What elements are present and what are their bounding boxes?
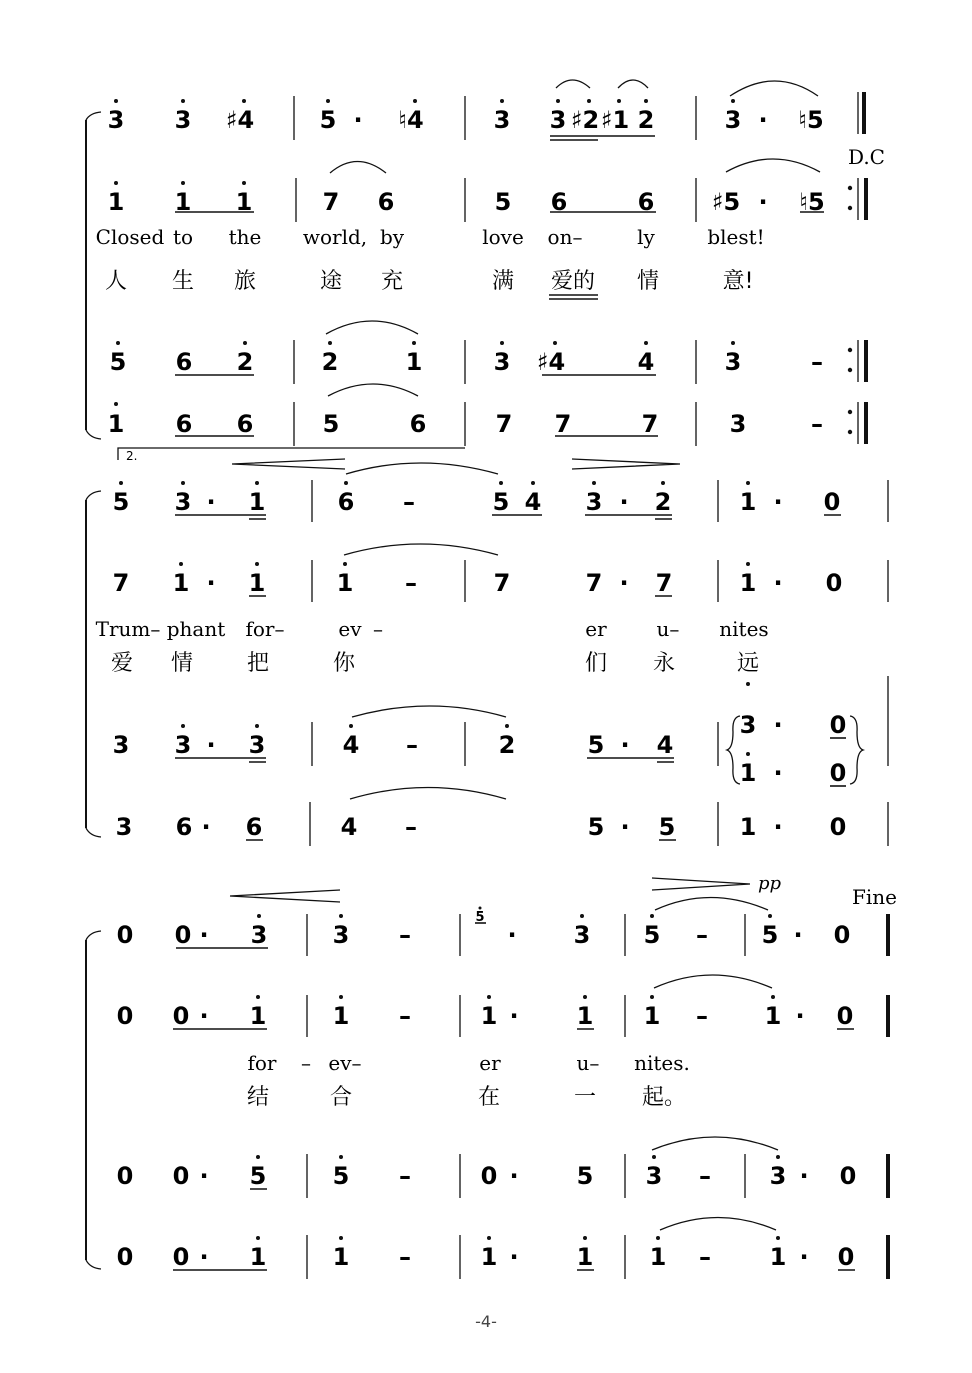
note: 3 — [739, 711, 757, 739]
note: 3 — [250, 921, 268, 949]
note: · — [619, 569, 629, 597]
note: · — [793, 921, 803, 949]
lyric-en: u– — [576, 1051, 600, 1075]
system-1 — [86, 80, 885, 446]
lyric-zh: 情 — [636, 269, 660, 294]
note: 3 — [174, 488, 192, 516]
lyric-zh: 们 — [584, 651, 608, 676]
note: 0 — [836, 1002, 854, 1030]
lyric-zh: 永 — [652, 651, 676, 676]
system-3 — [86, 873, 897, 1279]
note: · — [507, 921, 517, 949]
note: · — [773, 569, 783, 597]
note: · — [206, 569, 216, 597]
note: 2 — [236, 348, 254, 376]
lyric-zh: 充 — [380, 269, 404, 294]
note: 1 — [336, 569, 354, 597]
note: · — [509, 1162, 519, 1190]
lyric-zh: 结 — [246, 1085, 270, 1110]
fine-mark: Fine — [852, 885, 897, 909]
note: 0 — [829, 813, 847, 841]
page-number: -4- — [475, 1312, 497, 1331]
lyric-zh: 远 — [736, 651, 760, 676]
note: 3 — [493, 348, 511, 376]
system-bracket-hook — [86, 112, 101, 439]
note: 0 — [825, 569, 843, 597]
note: 6 — [637, 188, 655, 216]
note: 2 — [498, 731, 516, 759]
lyric-zh: 你 — [332, 651, 356, 676]
note: · — [199, 1002, 209, 1030]
lyric-zh: 途 — [319, 269, 343, 294]
note: 0 — [172, 1243, 190, 1271]
note: 1 — [248, 488, 266, 516]
note: 5 — [109, 348, 127, 376]
note: 1 — [739, 759, 757, 787]
note: 6 — [245, 813, 263, 841]
note: – — [699, 1162, 711, 1190]
note: 1 — [332, 1002, 350, 1030]
note: – — [696, 1002, 708, 1030]
note: · — [773, 711, 783, 739]
note: 3 — [332, 921, 350, 949]
note: 5 — [322, 410, 340, 438]
note: 1 — [576, 1243, 594, 1271]
note: 2 — [321, 348, 339, 376]
lyric-zh: 起。 — [641, 1085, 687, 1110]
note: 0 — [833, 921, 851, 949]
note: 0 — [823, 488, 841, 516]
note: 1 — [739, 569, 757, 597]
note: 3 — [248, 731, 266, 759]
note: 6 — [550, 188, 568, 216]
volta-label: 2. — [126, 449, 138, 463]
note: 3 — [107, 106, 125, 134]
lyric-en: u– — [656, 617, 680, 641]
lyric-zh: 满 — [491, 269, 515, 294]
lyric-zh: 人 — [104, 269, 128, 294]
note: 1 — [172, 569, 190, 597]
note: 3 — [573, 921, 591, 949]
note: – — [406, 731, 418, 759]
note: 3 — [115, 813, 133, 841]
note: ♯4 — [536, 348, 566, 376]
lyric-en: ev — [338, 617, 362, 641]
note: 0 — [116, 1243, 134, 1271]
system-bracket-hook — [86, 491, 101, 837]
note: 2 — [654, 488, 672, 516]
note: 1 — [764, 1002, 782, 1030]
note: · — [353, 106, 363, 134]
note: 1 — [235, 188, 253, 216]
note: · — [509, 1243, 519, 1271]
lyric-zh: 在 — [477, 1085, 501, 1110]
note: 6 — [236, 410, 254, 438]
note: 5 — [475, 910, 485, 925]
note: 1 — [769, 1243, 787, 1271]
note: · — [799, 1162, 809, 1190]
note: – — [399, 1243, 411, 1271]
lyric-en: nites. — [634, 1051, 690, 1075]
lyric-zh: 爱 — [110, 651, 134, 676]
note: · — [201, 813, 211, 841]
note: – — [811, 410, 823, 438]
note: 0 — [839, 1162, 857, 1190]
dc-mark: D.C — [848, 145, 885, 169]
lyric-en: phant — [166, 617, 226, 641]
lyric-zh: 意! — [722, 269, 754, 294]
note: 1 — [174, 188, 192, 216]
note: 5 — [643, 921, 661, 949]
lyric-zh: 情 — [170, 651, 194, 676]
note: 7 — [112, 569, 130, 597]
note: 1 — [576, 1002, 594, 1030]
lyric-en: nites — [719, 617, 769, 641]
note: 0 — [172, 1162, 190, 1190]
note: – — [399, 1162, 411, 1190]
note: · — [795, 1002, 805, 1030]
note: 0 — [837, 1243, 855, 1271]
lyric-en: Trum– — [95, 617, 161, 641]
dynamic-pp: pp — [758, 873, 782, 894]
note: 7 — [322, 188, 340, 216]
note: 0 — [829, 759, 847, 787]
note: · — [619, 488, 629, 516]
note: · — [199, 921, 209, 949]
note: 0 — [116, 1162, 134, 1190]
system-bracket-hook — [86, 931, 101, 1269]
note: · — [199, 1162, 209, 1190]
note: ♯1 — [600, 106, 630, 134]
note: 3 — [724, 348, 742, 376]
note: · — [773, 488, 783, 516]
note: – — [403, 488, 415, 516]
note: 1 — [332, 1243, 350, 1271]
lyric-zh: 一 — [573, 1085, 597, 1110]
lyric-en: – — [301, 1051, 311, 1075]
lyric-en: er — [479, 1051, 501, 1075]
note: 1 — [248, 569, 266, 597]
note: – — [399, 921, 411, 949]
note: · — [758, 188, 768, 216]
note: 6 — [175, 348, 193, 376]
note: 5 — [492, 488, 510, 516]
lyric-zh: 把 — [246, 651, 270, 676]
note: 4 — [524, 488, 542, 516]
note: 5 — [319, 106, 337, 134]
note: · — [199, 1243, 209, 1271]
note: 0 — [116, 921, 134, 949]
note: 0 — [480, 1162, 498, 1190]
note: 1 — [480, 1002, 498, 1030]
note: 0 — [116, 1002, 134, 1030]
note: 4 — [340, 813, 358, 841]
note: 5 — [332, 1162, 350, 1190]
lyric-en: the — [228, 225, 262, 249]
note: 3 — [549, 106, 567, 134]
note: 7 — [554, 410, 572, 438]
note: ♯5 — [711, 188, 741, 216]
note: 1 — [739, 813, 757, 841]
note: 5 — [658, 813, 676, 841]
note: 6 — [175, 410, 193, 438]
lyric-en: ly — [637, 225, 655, 249]
system-2 — [86, 459, 888, 846]
lyric-en: world, — [302, 225, 368, 249]
lyric-en: for — [247, 1051, 277, 1075]
note: ♮5 — [798, 106, 824, 134]
note: 5 — [249, 1162, 267, 1190]
lyric-en: – — [373, 617, 383, 641]
note: 6 — [175, 813, 193, 841]
note: · — [206, 731, 216, 759]
note: ♮5 — [799, 188, 825, 216]
note: ♯2 — [570, 106, 600, 134]
note: 3 — [645, 1162, 663, 1190]
note: 1 — [480, 1243, 498, 1271]
note: · — [620, 813, 630, 841]
lyric-en: love — [482, 225, 524, 249]
note: 5 — [576, 1162, 594, 1190]
lyric-zh: 合 — [329, 1085, 353, 1110]
note: – — [405, 569, 417, 597]
note: – — [699, 1243, 711, 1271]
note: 2 — [637, 106, 655, 134]
note: – — [399, 1002, 411, 1030]
note: 3 — [493, 106, 511, 134]
note: 1 — [643, 1002, 661, 1030]
note: 3 — [585, 488, 603, 516]
note: – — [696, 921, 708, 949]
note: 3 — [112, 731, 130, 759]
note: 1 — [649, 1243, 667, 1271]
note: 7 — [495, 410, 513, 438]
note: · — [206, 488, 216, 516]
note: 6 — [377, 188, 395, 216]
note: – — [811, 348, 823, 376]
note: 7 — [493, 569, 511, 597]
note: · — [799, 1243, 809, 1271]
note: 0 — [172, 1002, 190, 1030]
note: 6 — [337, 488, 355, 516]
note: 5 — [587, 813, 605, 841]
lyric-en: by — [379, 225, 405, 249]
chord-brace-right — [850, 716, 863, 784]
note: ♮4 — [398, 106, 424, 134]
note: 1 — [249, 1002, 267, 1030]
note: · — [773, 759, 783, 787]
note: 0 — [174, 921, 192, 949]
note: 3 — [174, 731, 192, 759]
lyric-en: for– — [245, 617, 285, 641]
lyric-en: Closed — [95, 225, 165, 249]
note: 5 — [112, 488, 130, 516]
note: 5 — [761, 921, 779, 949]
note: · — [509, 1002, 519, 1030]
note: 3 — [769, 1162, 787, 1190]
lyric-zh: 旅 — [233, 269, 257, 294]
note: – — [405, 813, 417, 841]
lyric-en: on– — [547, 225, 583, 249]
note: 7 — [655, 569, 673, 597]
lyric-zh: 生 — [171, 269, 195, 294]
note: 0 — [829, 711, 847, 739]
note: 6 — [409, 410, 427, 438]
lyric-zh: 爱的 — [550, 269, 596, 294]
lyric-en: er — [585, 617, 607, 641]
note: 3 — [729, 410, 747, 438]
note: · — [773, 813, 783, 841]
chord-brace-left — [727, 716, 740, 784]
note: 1 — [107, 410, 125, 438]
note: 3 — [724, 106, 742, 134]
lyric-en: ev– — [328, 1051, 362, 1075]
note: 7 — [585, 569, 603, 597]
lyric-en: to — [172, 225, 194, 249]
note: 5 — [494, 188, 512, 216]
note: 1 — [405, 348, 423, 376]
note: 1 — [739, 488, 757, 516]
note: 4 — [637, 348, 655, 376]
note: 5 — [587, 731, 605, 759]
note: · — [758, 106, 768, 134]
note: 3 — [174, 106, 192, 134]
note: 4 — [656, 731, 674, 759]
note: 7 — [641, 410, 659, 438]
note: · — [620, 731, 630, 759]
note: 4 — [342, 731, 360, 759]
lyric-en: blest! — [707, 225, 765, 249]
note: 1 — [249, 1243, 267, 1271]
note: 1 — [107, 188, 125, 216]
note: ♯4 — [225, 106, 255, 134]
